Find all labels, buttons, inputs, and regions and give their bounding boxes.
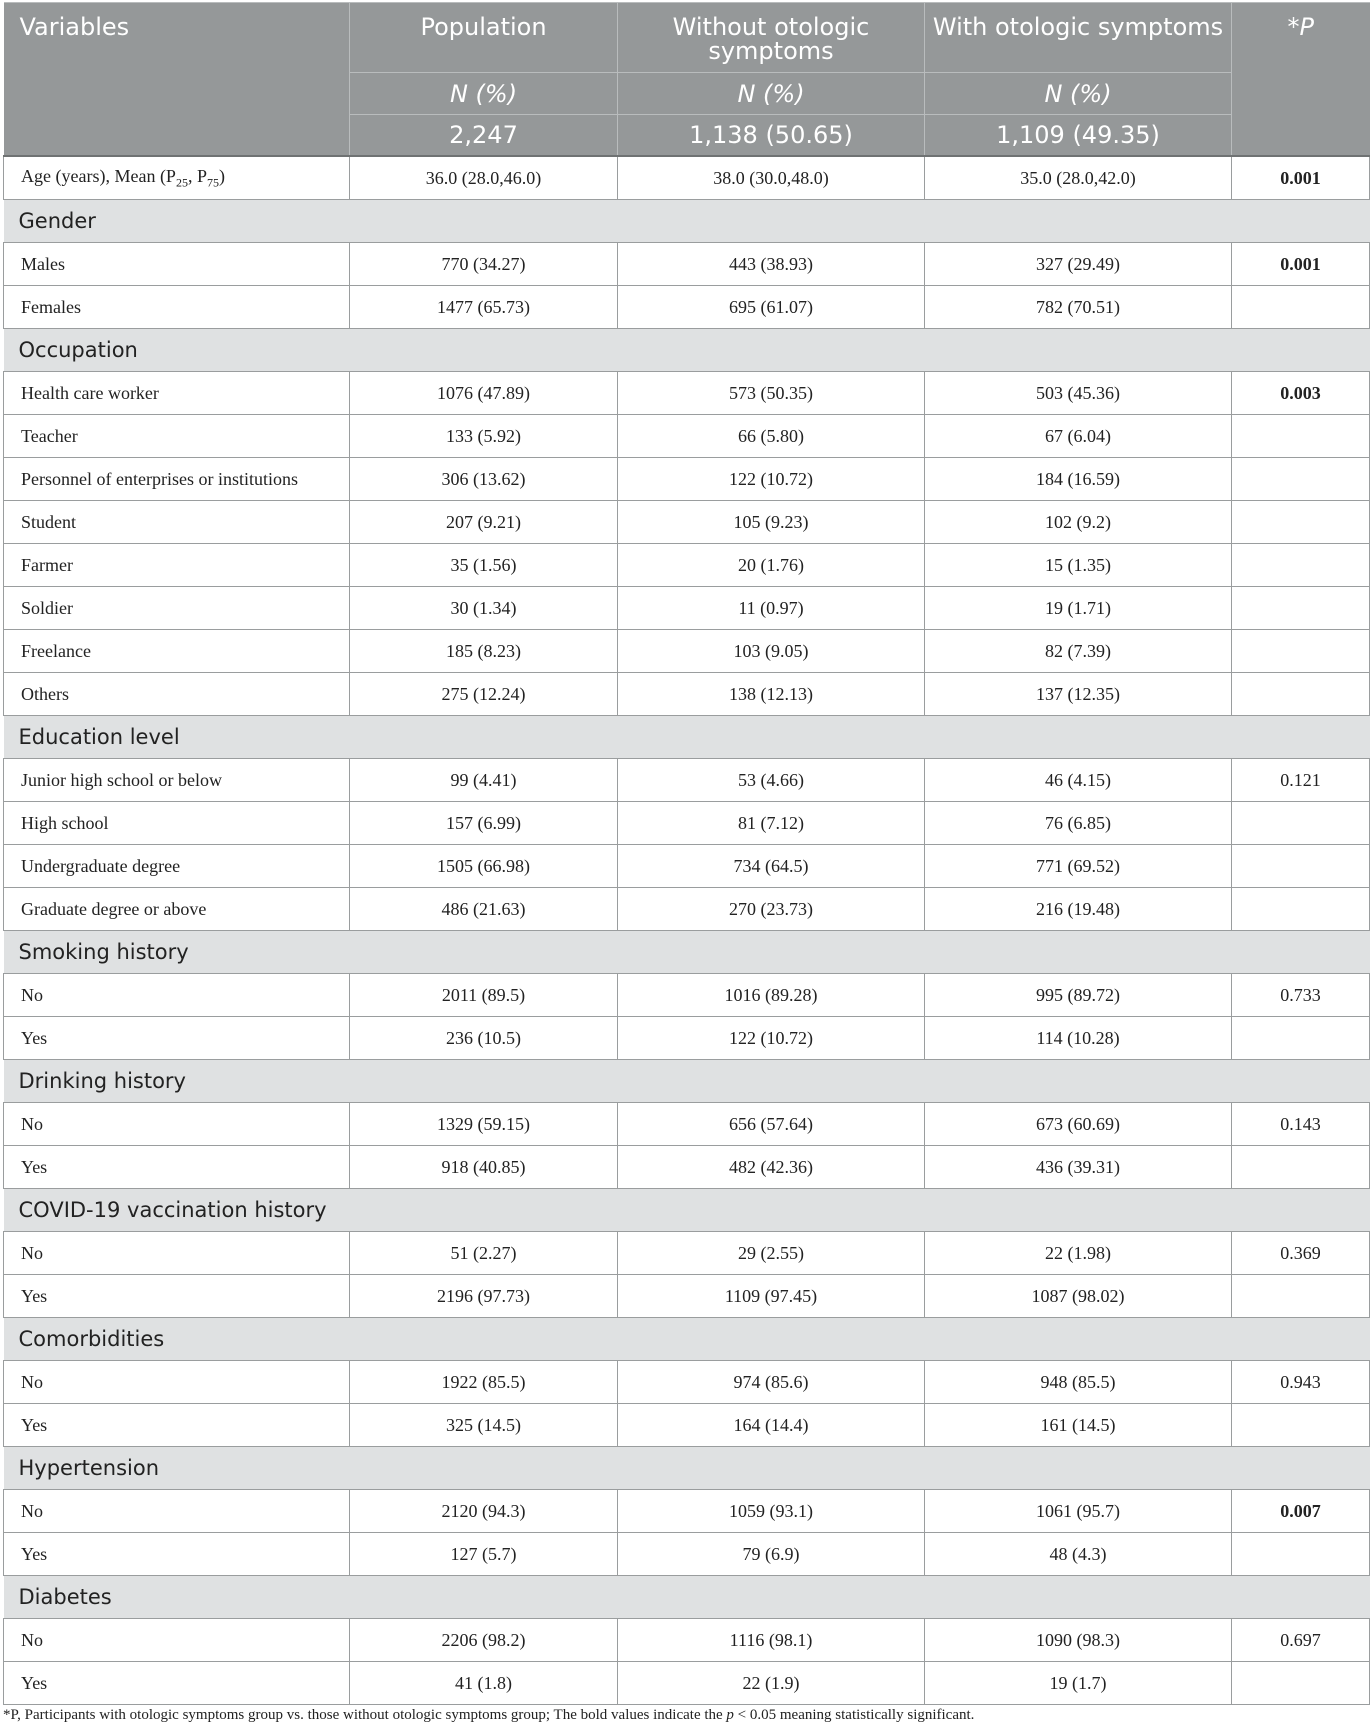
table-row xyxy=(4,1146,1370,1189)
header-p-value: *P xyxy=(1232,3,1370,157)
cell-population: 127 (5.7) xyxy=(350,1533,618,1576)
table-row xyxy=(4,630,1370,673)
table-row xyxy=(4,1404,1370,1447)
cell-with-symptoms: 771 (69.52) xyxy=(925,845,1232,888)
cell-p-value: 0.007 xyxy=(1232,1490,1370,1533)
section-title: Occupation xyxy=(4,329,1370,372)
cell-population: 1922 (85.5) xyxy=(350,1361,618,1404)
row-label: High school xyxy=(4,802,350,845)
table-header xyxy=(4,3,1370,157)
cell-without-symptoms: 79 (6.9) xyxy=(618,1533,925,1576)
cell-p-value xyxy=(1232,415,1370,458)
cell-with-symptoms: 1061 (95.7) xyxy=(925,1490,1232,1533)
cell-without-symptoms: 573 (50.35) xyxy=(618,372,925,415)
cell-with-symptoms: 19 (1.71) xyxy=(925,587,1232,630)
row-label: Age (years), Mean ($P_{25}$, $P_{75}$) xyxy=(4,156,350,200)
row-label: Males xyxy=(4,243,350,286)
section-header xyxy=(4,1576,1370,1619)
characteristics-table xyxy=(3,2,1370,1705)
cell-without-symptoms: 1109 (97.45) xyxy=(618,1275,925,1318)
row-label: Undergraduate degree xyxy=(4,845,350,888)
row-label: No xyxy=(4,1361,350,1404)
row-label: Student xyxy=(4,501,350,544)
cell-population: 30 (1.34) xyxy=(350,587,618,630)
table-row xyxy=(4,974,1370,1017)
cell-without-symptoms: 122 (10.72) xyxy=(618,458,925,501)
section-title: Drinking history xyxy=(4,1060,1370,1103)
section-title: COVID-19 vaccination history xyxy=(4,1189,1370,1232)
section-title: Comorbidities xyxy=(4,1318,1370,1361)
table-row xyxy=(4,1232,1370,1275)
table-row xyxy=(4,243,1370,286)
table-body xyxy=(4,156,1370,1705)
table-row xyxy=(4,458,1370,501)
table-row xyxy=(4,1533,1370,1576)
cell-without-symptoms: 103 (9.05) xyxy=(618,630,925,673)
cell-without-symptoms: 734 (64.5) xyxy=(618,845,925,888)
table-container xyxy=(3,2,1369,1705)
header-np-with: N (%) xyxy=(925,73,1232,115)
cell-p-value xyxy=(1232,845,1370,888)
cell-population: 770 (34.27) xyxy=(350,243,618,286)
cell-population: 918 (40.85) xyxy=(350,1146,618,1189)
cell-without-symptoms: 122 (10.72) xyxy=(618,1017,925,1060)
cell-p-value: 0.001 xyxy=(1232,243,1370,286)
cell-with-symptoms: 35.0 (28.0,42.0) xyxy=(925,156,1232,200)
footnote: *P, Participants with otologic symptoms group vs. those without otologic symptoms group; The bold values indicate the p < 0.05 meaning statistically significant. xyxy=(3,1707,975,1723)
cell-with-symptoms: 82 (7.39) xyxy=(925,630,1232,673)
cell-with-symptoms: 48 (4.3) xyxy=(925,1533,1232,1576)
cell-p-value xyxy=(1232,1146,1370,1189)
table-row xyxy=(4,1361,1370,1404)
table-row xyxy=(4,372,1370,415)
cell-population: 2011 (89.5) xyxy=(350,974,618,1017)
cell-p-value xyxy=(1232,673,1370,716)
header-total-population: 2,247 xyxy=(350,115,618,157)
cell-with-symptoms: 46 (4.15) xyxy=(925,759,1232,802)
table-row xyxy=(4,888,1370,931)
cell-population: 2120 (94.3) xyxy=(350,1490,618,1533)
cell-with-symptoms: 184 (16.59) xyxy=(925,458,1232,501)
table-row xyxy=(4,1017,1370,1060)
cell-without-symptoms: 66 (5.80) xyxy=(618,415,925,458)
cell-population: 325 (14.5) xyxy=(350,1404,618,1447)
cell-p-value xyxy=(1232,1662,1370,1705)
cell-population: 2206 (98.2) xyxy=(350,1619,618,1662)
cell-p-value xyxy=(1232,888,1370,931)
header-total-with: 1,109 (49.35) xyxy=(925,115,1232,157)
row-label: Yes xyxy=(4,1017,350,1060)
cell-without-symptoms: 38.0 (30.0,48.0) xyxy=(618,156,925,200)
header-without-symptoms: Without otologic symptoms xyxy=(618,3,925,73)
header-variables: Variables xyxy=(4,3,350,157)
section-title: Hypertension xyxy=(4,1447,1370,1490)
header-total-without: 1,138 (50.65) xyxy=(618,115,925,157)
cell-with-symptoms: 327 (29.49) xyxy=(925,243,1232,286)
cell-p-value xyxy=(1232,630,1370,673)
cell-with-symptoms: 995 (89.72) xyxy=(925,974,1232,1017)
table-row xyxy=(4,587,1370,630)
cell-population: 185 (8.23) xyxy=(350,630,618,673)
cell-p-value xyxy=(1232,458,1370,501)
cell-without-symptoms: 656 (57.64) xyxy=(618,1103,925,1146)
cell-with-symptoms: 102 (9.2) xyxy=(925,501,1232,544)
section-header xyxy=(4,931,1370,974)
table-row xyxy=(4,673,1370,716)
cell-with-symptoms: 22 (1.98) xyxy=(925,1232,1232,1275)
cell-p-value: 0.943 xyxy=(1232,1361,1370,1404)
cell-with-symptoms: 948 (85.5) xyxy=(925,1361,1232,1404)
row-label: No xyxy=(4,1619,350,1662)
table-row xyxy=(4,845,1370,888)
cell-without-symptoms: 22 (1.9) xyxy=(618,1662,925,1705)
row-label: Soldier xyxy=(4,587,350,630)
cell-population: 486 (21.63) xyxy=(350,888,618,931)
row-label: Yes xyxy=(4,1146,350,1189)
cell-with-symptoms: 137 (12.35) xyxy=(925,673,1232,716)
cell-population: 1505 (66.98) xyxy=(350,845,618,888)
cell-p-value xyxy=(1232,286,1370,329)
header-population: Population xyxy=(350,3,618,73)
cell-without-symptoms: 482 (42.36) xyxy=(618,1146,925,1189)
cell-p-value xyxy=(1232,1533,1370,1576)
cell-without-symptoms: 1116 (98.1) xyxy=(618,1619,925,1662)
row-label: Yes xyxy=(4,1275,350,1318)
section-header xyxy=(4,1189,1370,1232)
row-label: Others xyxy=(4,673,350,716)
cell-population: 51 (2.27) xyxy=(350,1232,618,1275)
row-label: No xyxy=(4,974,350,1017)
cell-with-symptoms: 673 (60.69) xyxy=(925,1103,1232,1146)
cell-population: 207 (9.21) xyxy=(350,501,618,544)
row-label: Junior high school or below xyxy=(4,759,350,802)
table-row xyxy=(4,1619,1370,1662)
section-header xyxy=(4,1060,1370,1103)
cell-without-symptoms: 1059 (93.1) xyxy=(618,1490,925,1533)
section-title: Education level xyxy=(4,716,1370,759)
cell-without-symptoms: 695 (61.07) xyxy=(618,286,925,329)
section-title: Gender xyxy=(4,200,1370,243)
cell-with-symptoms: 782 (70.51) xyxy=(925,286,1232,329)
cell-population: 41 (1.8) xyxy=(350,1662,618,1705)
cell-without-symptoms: 81 (7.12) xyxy=(618,802,925,845)
cell-p-value xyxy=(1232,1017,1370,1060)
cell-without-symptoms: 974 (85.6) xyxy=(618,1361,925,1404)
cell-p-value xyxy=(1232,587,1370,630)
cell-population: 1329 (59.15) xyxy=(350,1103,618,1146)
row-label: No xyxy=(4,1103,350,1146)
cell-p-value: 0.733 xyxy=(1232,974,1370,1017)
table-row xyxy=(4,759,1370,802)
row-label: Farmer xyxy=(4,544,350,587)
cell-population: 236 (10.5) xyxy=(350,1017,618,1060)
cell-with-symptoms: 19 (1.7) xyxy=(925,1662,1232,1705)
header-np-population: N (%) xyxy=(350,73,618,115)
cell-with-symptoms: 161 (14.5) xyxy=(925,1404,1232,1447)
table-row xyxy=(4,415,1370,458)
cell-p-value xyxy=(1232,1404,1370,1447)
cell-population: 1477 (65.73) xyxy=(350,286,618,329)
cell-with-symptoms: 67 (6.04) xyxy=(925,415,1232,458)
section-header xyxy=(4,200,1370,243)
table-row xyxy=(4,1662,1370,1705)
section-header xyxy=(4,1447,1370,1490)
section-header xyxy=(4,1318,1370,1361)
table-row xyxy=(4,1275,1370,1318)
cell-with-symptoms: 114 (10.28) xyxy=(925,1017,1232,1060)
cell-with-symptoms: 216 (19.48) xyxy=(925,888,1232,931)
cell-without-symptoms: 11 (0.97) xyxy=(618,587,925,630)
cell-with-symptoms: 15 (1.35) xyxy=(925,544,1232,587)
cell-without-symptoms: 29 (2.55) xyxy=(618,1232,925,1275)
cell-without-symptoms: 53 (4.66) xyxy=(618,759,925,802)
cell-p-value xyxy=(1232,802,1370,845)
cell-p-value: 0.143 xyxy=(1232,1103,1370,1146)
cell-p-value: 0.369 xyxy=(1232,1232,1370,1275)
row-label: Females xyxy=(4,286,350,329)
cell-population: 1076 (47.89) xyxy=(350,372,618,415)
section-header xyxy=(4,329,1370,372)
table-row xyxy=(4,286,1370,329)
row-label: Yes xyxy=(4,1662,350,1705)
cell-p-value: 0.697 xyxy=(1232,1619,1370,1662)
section-title: Diabetes xyxy=(4,1576,1370,1619)
section-header xyxy=(4,716,1370,759)
cell-without-symptoms: 443 (38.93) xyxy=(618,243,925,286)
table-row xyxy=(4,544,1370,587)
cell-with-symptoms: 76 (6.85) xyxy=(925,802,1232,845)
cell-without-symptoms: 20 (1.76) xyxy=(618,544,925,587)
row-label: Personnel of enterprises or institutions xyxy=(4,458,350,501)
table-row xyxy=(4,1103,1370,1146)
cell-without-symptoms: 105 (9.23) xyxy=(618,501,925,544)
cell-population: 35 (1.56) xyxy=(350,544,618,587)
row-label: No xyxy=(4,1232,350,1275)
cell-population: 36.0 (28.0,46.0) xyxy=(350,156,618,200)
cell-population: 306 (13.62) xyxy=(350,458,618,501)
header-with-symptoms: With otologic symptoms xyxy=(925,3,1232,73)
cell-p-value: 0.001 xyxy=(1232,156,1370,200)
cell-without-symptoms: 1016 (89.28) xyxy=(618,974,925,1017)
table-row-age xyxy=(4,156,1370,200)
cell-p-value xyxy=(1232,1275,1370,1318)
cell-population: 157 (6.99) xyxy=(350,802,618,845)
cell-p-value xyxy=(1232,544,1370,587)
cell-without-symptoms: 138 (12.13) xyxy=(618,673,925,716)
cell-population: 99 (4.41) xyxy=(350,759,618,802)
cell-population: 133 (5.92) xyxy=(350,415,618,458)
cell-p-value: 0.121 xyxy=(1232,759,1370,802)
row-label: Graduate degree or above xyxy=(4,888,350,931)
row-label: No xyxy=(4,1490,350,1533)
cell-population: 275 (12.24) xyxy=(350,673,618,716)
cell-p-value xyxy=(1232,501,1370,544)
section-title: Smoking history xyxy=(4,931,1370,974)
row-label: Yes xyxy=(4,1404,350,1447)
cell-with-symptoms: 436 (39.31) xyxy=(925,1146,1232,1189)
cell-with-symptoms: 1087 (98.02) xyxy=(925,1275,1232,1318)
row-label: Yes xyxy=(4,1533,350,1576)
header-np-without: N (%) xyxy=(618,73,925,115)
cell-with-symptoms: 503 (45.36) xyxy=(925,372,1232,415)
cell-with-symptoms: 1090 (98.3) xyxy=(925,1619,1232,1662)
row-label: Freelance xyxy=(4,630,350,673)
cell-p-value: 0.003 xyxy=(1232,372,1370,415)
cell-without-symptoms: 164 (14.4) xyxy=(618,1404,925,1447)
cell-population: 2196 (97.73) xyxy=(350,1275,618,1318)
row-label: Health care worker xyxy=(4,372,350,415)
cell-without-symptoms: 270 (23.73) xyxy=(618,888,925,931)
row-label: Teacher xyxy=(4,415,350,458)
table-row xyxy=(4,501,1370,544)
table-row xyxy=(4,1490,1370,1533)
table-row xyxy=(4,802,1370,845)
